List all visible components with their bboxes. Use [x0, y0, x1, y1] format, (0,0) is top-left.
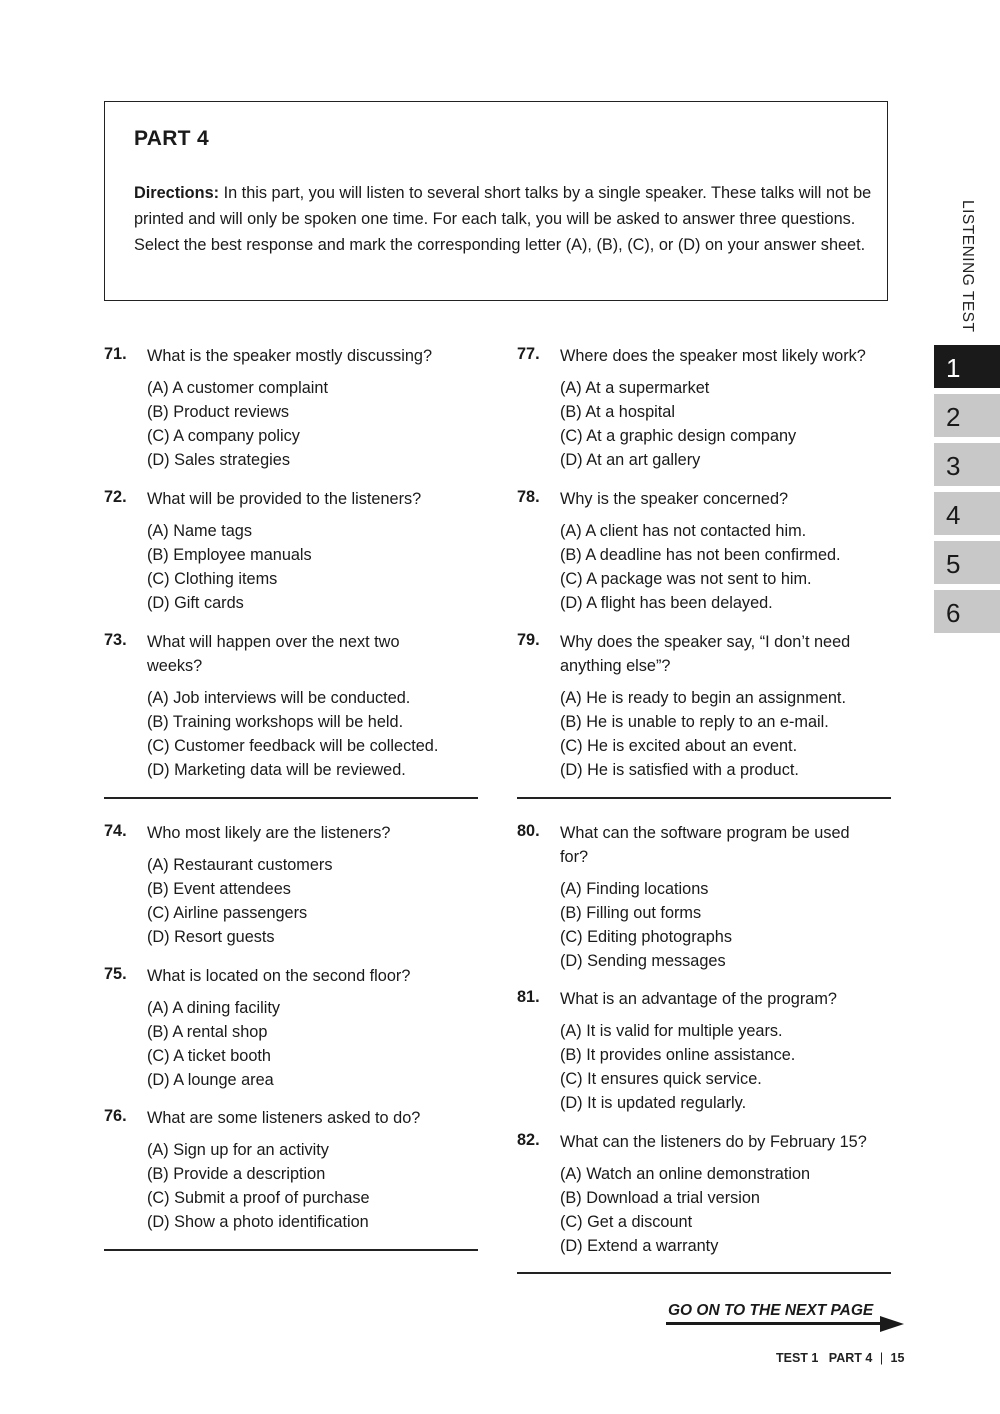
question-number: 73. — [104, 631, 127, 649]
directions-text — [134, 180, 874, 258]
answer-options — [560, 376, 890, 472]
answer-options — [147, 853, 477, 949]
question-stem: Who most likely are the listeners? — [147, 824, 391, 842]
option-b[interactable]: (B) A deadline has not been confirmed. — [560, 546, 841, 564]
option-b[interactable]: (B) Employee manuals — [147, 546, 312, 564]
directions-box — [104, 101, 888, 301]
option-a[interactable]: (A) He is ready to begin an assignment. — [560, 689, 846, 707]
option-c[interactable]: (C) A package was not sent to him. — [560, 570, 812, 588]
tab-test-2[interactable]: 2 — [934, 394, 1000, 437]
option-a[interactable]: (A) Restaurant customers — [147, 856, 333, 874]
tab-test-4[interactable]: 4 — [934, 492, 1000, 535]
answer-options — [147, 1138, 477, 1234]
question-stem: What is located on the second floor? — [147, 967, 411, 985]
answer-options — [147, 996, 477, 1092]
option-c[interactable]: (C) Submit a proof of purchase — [147, 1189, 370, 1207]
page-footer — [776, 1351, 904, 1365]
option-d[interactable]: (D) It is updated regularly. — [560, 1094, 747, 1112]
option-b[interactable]: (B) At a hospital — [560, 403, 675, 421]
tab-test-5[interactable]: 5 — [934, 541, 1000, 584]
option-c[interactable]: (C) At a graphic design company — [560, 427, 797, 445]
question-number: 77. — [517, 345, 540, 363]
option-d[interactable]: (D) A lounge area — [147, 1071, 274, 1089]
section-divider — [104, 1249, 478, 1251]
question-number: 79. — [517, 631, 540, 649]
option-c[interactable]: (C) Airline passengers — [147, 904, 308, 922]
option-c[interactable]: (C) It ensures quick service. — [560, 1070, 762, 1088]
option-d[interactable]: (D) Resort guests — [147, 928, 275, 946]
option-a[interactable]: (A) Finding locations — [560, 880, 709, 898]
option-b[interactable]: (B) Download a trial version — [560, 1189, 760, 1207]
answer-options — [560, 519, 890, 615]
option-a[interactable]: (A) A dining facility — [147, 999, 281, 1017]
option-b[interactable]: (B) Event attendees — [147, 880, 291, 898]
option-c[interactable]: (C) A ticket booth — [147, 1047, 271, 1065]
answer-options — [560, 686, 890, 782]
question-number: 75. — [104, 965, 127, 983]
option-d[interactable]: (D) At an art gallery — [560, 451, 701, 469]
question-number: 71. — [104, 345, 127, 363]
option-a[interactable]: (A) Name tags — [147, 522, 252, 540]
option-c[interactable]: (C) Customer feedback will be collected. — [147, 737, 439, 755]
option-a[interactable]: (A) Sign up for an activity — [147, 1141, 329, 1159]
part-title: PART 4 — [134, 127, 209, 150]
question-number: 80. — [517, 822, 540, 840]
answer-options — [560, 877, 890, 973]
option-a[interactable]: (A) At a supermarket — [560, 379, 710, 397]
question-stem: What can the software program be used for? — [560, 824, 850, 866]
option-c[interactable]: (C) Editing photographs — [560, 928, 732, 946]
question-stem: Why does the speaker say, “I don’t need anything else”? — [560, 633, 851, 675]
option-b[interactable]: (B) Training workshops will be held. — [147, 713, 404, 731]
tab-test-3[interactable]: 3 — [934, 443, 1000, 486]
question-stem: Where does the speaker most likely work? — [560, 347, 866, 365]
option-d[interactable]: (D) He is satisfied with a product. — [560, 761, 799, 779]
directions-label: Directions: — [134, 184, 220, 202]
option-b[interactable]: (B) Provide a description — [147, 1165, 326, 1183]
footer-separator: | — [879, 1351, 884, 1365]
next-page-label: GO ON TO THE NEXT PAGE — [668, 1302, 874, 1319]
option-c[interactable]: (C) He is excited about an event. — [560, 737, 798, 755]
section-divider — [517, 797, 891, 799]
option-d[interactable]: (D) Extend a warranty — [560, 1237, 719, 1255]
question-number: 76. — [104, 1107, 127, 1125]
option-a[interactable]: (A) It is valid for multiple years. — [560, 1022, 783, 1040]
question-number: 78. — [517, 488, 540, 506]
section-divider — [517, 1272, 891, 1274]
question-number: 81. — [517, 988, 540, 1006]
option-b[interactable]: (B) Filling out forms — [560, 904, 702, 922]
question-stem: Why is the speaker concerned? — [560, 490, 789, 508]
option-c[interactable]: (C) A company policy — [147, 427, 300, 445]
option-d[interactable]: (D) Show a photo identification — [147, 1213, 369, 1231]
option-a[interactable]: (A) Watch an online demonstration — [560, 1165, 811, 1183]
option-b[interactable]: (B) Product reviews — [147, 403, 290, 421]
answer-options — [147, 519, 477, 615]
option-d[interactable]: (D) Sales strategies — [147, 451, 290, 469]
question-number: 74. — [104, 822, 127, 840]
question-stem: What is an advantage of the program? — [560, 990, 837, 1008]
option-c[interactable]: (C) Get a discount — [560, 1213, 693, 1231]
sidebar-label: LISTENING TEST — [959, 200, 976, 333]
option-a[interactable]: (A) Job interviews will be conducted. — [147, 689, 411, 707]
footer-test: TEST 1 — [776, 1351, 819, 1365]
option-a[interactable]: (A) A client has not contacted him. — [560, 522, 807, 540]
question-number: 82. — [517, 1131, 540, 1149]
option-d[interactable]: (D) Marketing data will be reviewed. — [147, 761, 406, 779]
option-d[interactable]: (D) A flight has been delayed. — [560, 594, 773, 612]
tab-test-1[interactable]: 1 — [934, 345, 1000, 388]
tab-test-6[interactable]: 6 — [934, 590, 1000, 633]
answer-options — [560, 1019, 890, 1115]
option-d[interactable]: (D) Sending messages — [560, 952, 726, 970]
question-stem: What is the speaker mostly discussing? — [147, 347, 433, 365]
answer-options — [560, 1162, 890, 1258]
option-d[interactable]: (D) Gift cards — [147, 594, 244, 612]
arrow-right-icon — [666, 1316, 906, 1334]
directions-body: In this part, you will listen to several short talks by a single speaker. These talks will not be printed and will only be spoken one time. For each talk, you will be asked to answer three questions. Select the best response and mark the corresponding letter (A), (B), (C), or (D) on your answer sheet. — [134, 184, 872, 254]
question-stem: What will be provided to the listeners? — [147, 490, 422, 508]
page-number: 15 — [890, 1351, 905, 1365]
answer-options — [147, 686, 477, 782]
option-a[interactable]: (A) A customer complaint — [147, 379, 328, 397]
footer-part: PART 4 — [828, 1351, 873, 1365]
option-b[interactable]: (B) He is unable to reply to an e-mail. — [560, 713, 829, 731]
option-b[interactable]: (B) It provides online assistance. — [560, 1046, 796, 1064]
answer-options — [147, 376, 477, 472]
section-divider — [104, 797, 478, 799]
question-number: 72. — [104, 488, 127, 506]
question-stem: What are some listeners asked to do? — [147, 1109, 421, 1127]
option-b[interactable]: (B) A rental shop — [147, 1023, 268, 1041]
option-c[interactable]: (C) Clothing items — [147, 570, 278, 588]
question-stem: What can the listeners do by February 15? — [560, 1133, 867, 1151]
question-stem: What will happen over the next two weeks? — [147, 633, 400, 675]
